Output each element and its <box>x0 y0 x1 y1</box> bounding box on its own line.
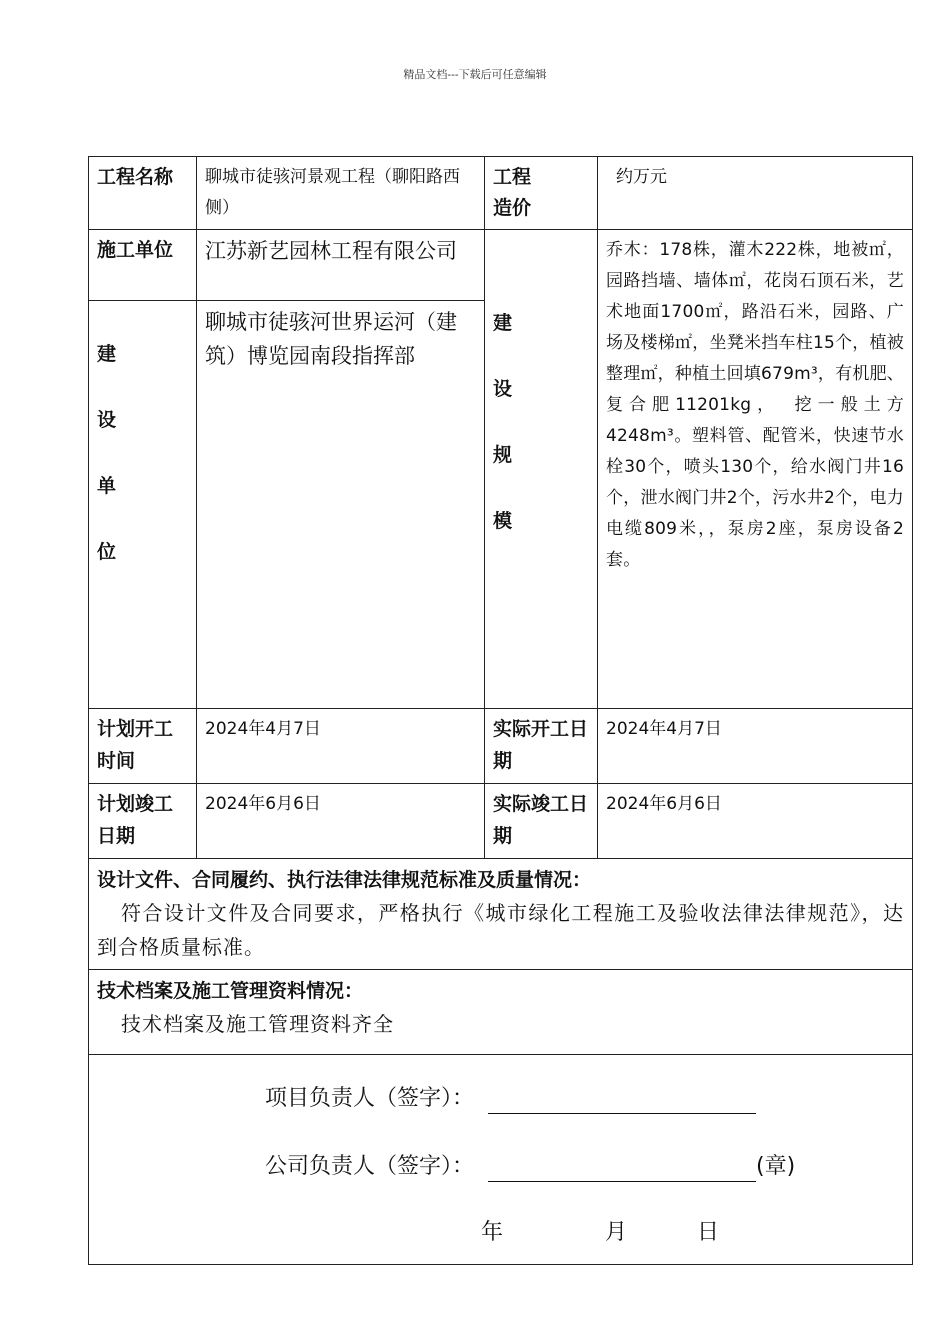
builder-label-char-4: 位 <box>97 541 117 563</box>
completion-form-table <box>88 156 913 1265</box>
row-signature <box>89 1055 913 1265</box>
builder-value: 聊城市徒骇河世界运河（建筑）博览园南段指挥部 <box>197 301 485 709</box>
scale-label-char-1: 建 <box>493 312 513 334</box>
project-lead-signature-line[interactable] <box>488 1089 756 1114</box>
company-lead-signature <box>265 1151 795 1182</box>
row-project-name <box>89 157 913 230</box>
row-start-date <box>89 709 913 784</box>
scale-label-char-2: 设 <box>493 378 513 400</box>
contractor-label: 施工单位 <box>89 230 197 301</box>
cost-label-line2: 造价 <box>493 197 532 219</box>
builder-label-char-2: 设 <box>97 409 117 431</box>
row-design-quality <box>89 859 913 970</box>
project-lead-label: 项目负责人（签字）： <box>265 1086 475 1111</box>
design-quality-title: 设计文件、合同履约、执行法律法律规范标准及质量情况： <box>97 869 592 891</box>
seal-label: (章) <box>756 1154 796 1179</box>
design-quality-body: 符合设计文件及合同要求，严格执行《城市绿化工程施工及验收法律法律规范》，达到合格质量标准。 <box>97 901 904 959</box>
archive-cell <box>89 970 913 1055</box>
actual-end-label: 实际竣工日期 <box>485 784 598 859</box>
actual-end-value: 2024年6月6日 <box>598 784 913 859</box>
actual-start-value: 2024年4月7日 <box>598 709 913 784</box>
date-month-label: 月 <box>605 1220 628 1245</box>
plan-end-value: 2024年6月6日 <box>197 784 485 859</box>
row-archive <box>89 970 913 1055</box>
project-lead-signature <box>265 1083 756 1114</box>
row-contractor <box>89 230 913 301</box>
scale-value: 乔木：178株，灌木222株，地被㎡，园路挡墙、墙体㎡，花岗石顶石米，艺术地面1700㎡，路沿石米，园路、广场及楼梯㎡，坐凳米挡车柱15个，植被整理㎡，种植土回填679m³，有机肥、复合肥11201kg， 挖一般土方4248m³。塑料管、配管米，快速节水栓30个，喷头130个，给水阀门井16个，泄水阀门井2个，污水井2个，电力电缆809米，，泵房2座，泵房设备2套。 <box>598 230 913 709</box>
plan-end-label: 计划竣工日期 <box>89 784 197 859</box>
builder-label-char-1: 建 <box>97 343 117 365</box>
scale-label <box>485 230 598 709</box>
archive-title: 技术档案及施工管理资料情况： <box>97 980 364 1002</box>
project-cost-label <box>485 157 598 230</box>
row-end-date <box>89 784 913 859</box>
contractor-value: 江苏新艺园林工程有限公司 <box>197 230 485 301</box>
scale-label-char-4: 模 <box>493 510 513 532</box>
company-lead-signature-line[interactable] <box>488 1157 756 1182</box>
builder-label <box>89 301 197 709</box>
project-cost-value: 约万元 <box>598 157 913 230</box>
cost-label-line1: 工程 <box>493 166 532 188</box>
builder-label-char-3: 单 <box>97 475 117 497</box>
plan-start-value: 2024年4月7日 <box>197 709 485 784</box>
actual-start-label: 实际开工日期 <box>485 709 598 784</box>
header-note: 精品文档---下载后可任意编辑 <box>403 68 547 81</box>
scale-label-char-3: 规 <box>493 444 513 466</box>
date-day-label: 日 <box>697 1220 720 1245</box>
project-name-label: 工程名称 <box>89 157 197 230</box>
company-lead-label: 公司负责人（签字）： <box>265 1154 475 1179</box>
sign-date <box>481 1217 719 1248</box>
design-quality-cell <box>89 859 913 970</box>
date-year-label: 年 <box>481 1220 504 1245</box>
plan-start-label: 计划开工时间 <box>89 709 197 784</box>
signature-cell <box>89 1055 913 1265</box>
project-name-value: 聊城市徒骇河景观工程（聊阳路西侧） <box>197 157 485 230</box>
archive-body: 技术档案及施工管理资料齐全 <box>121 1012 394 1036</box>
